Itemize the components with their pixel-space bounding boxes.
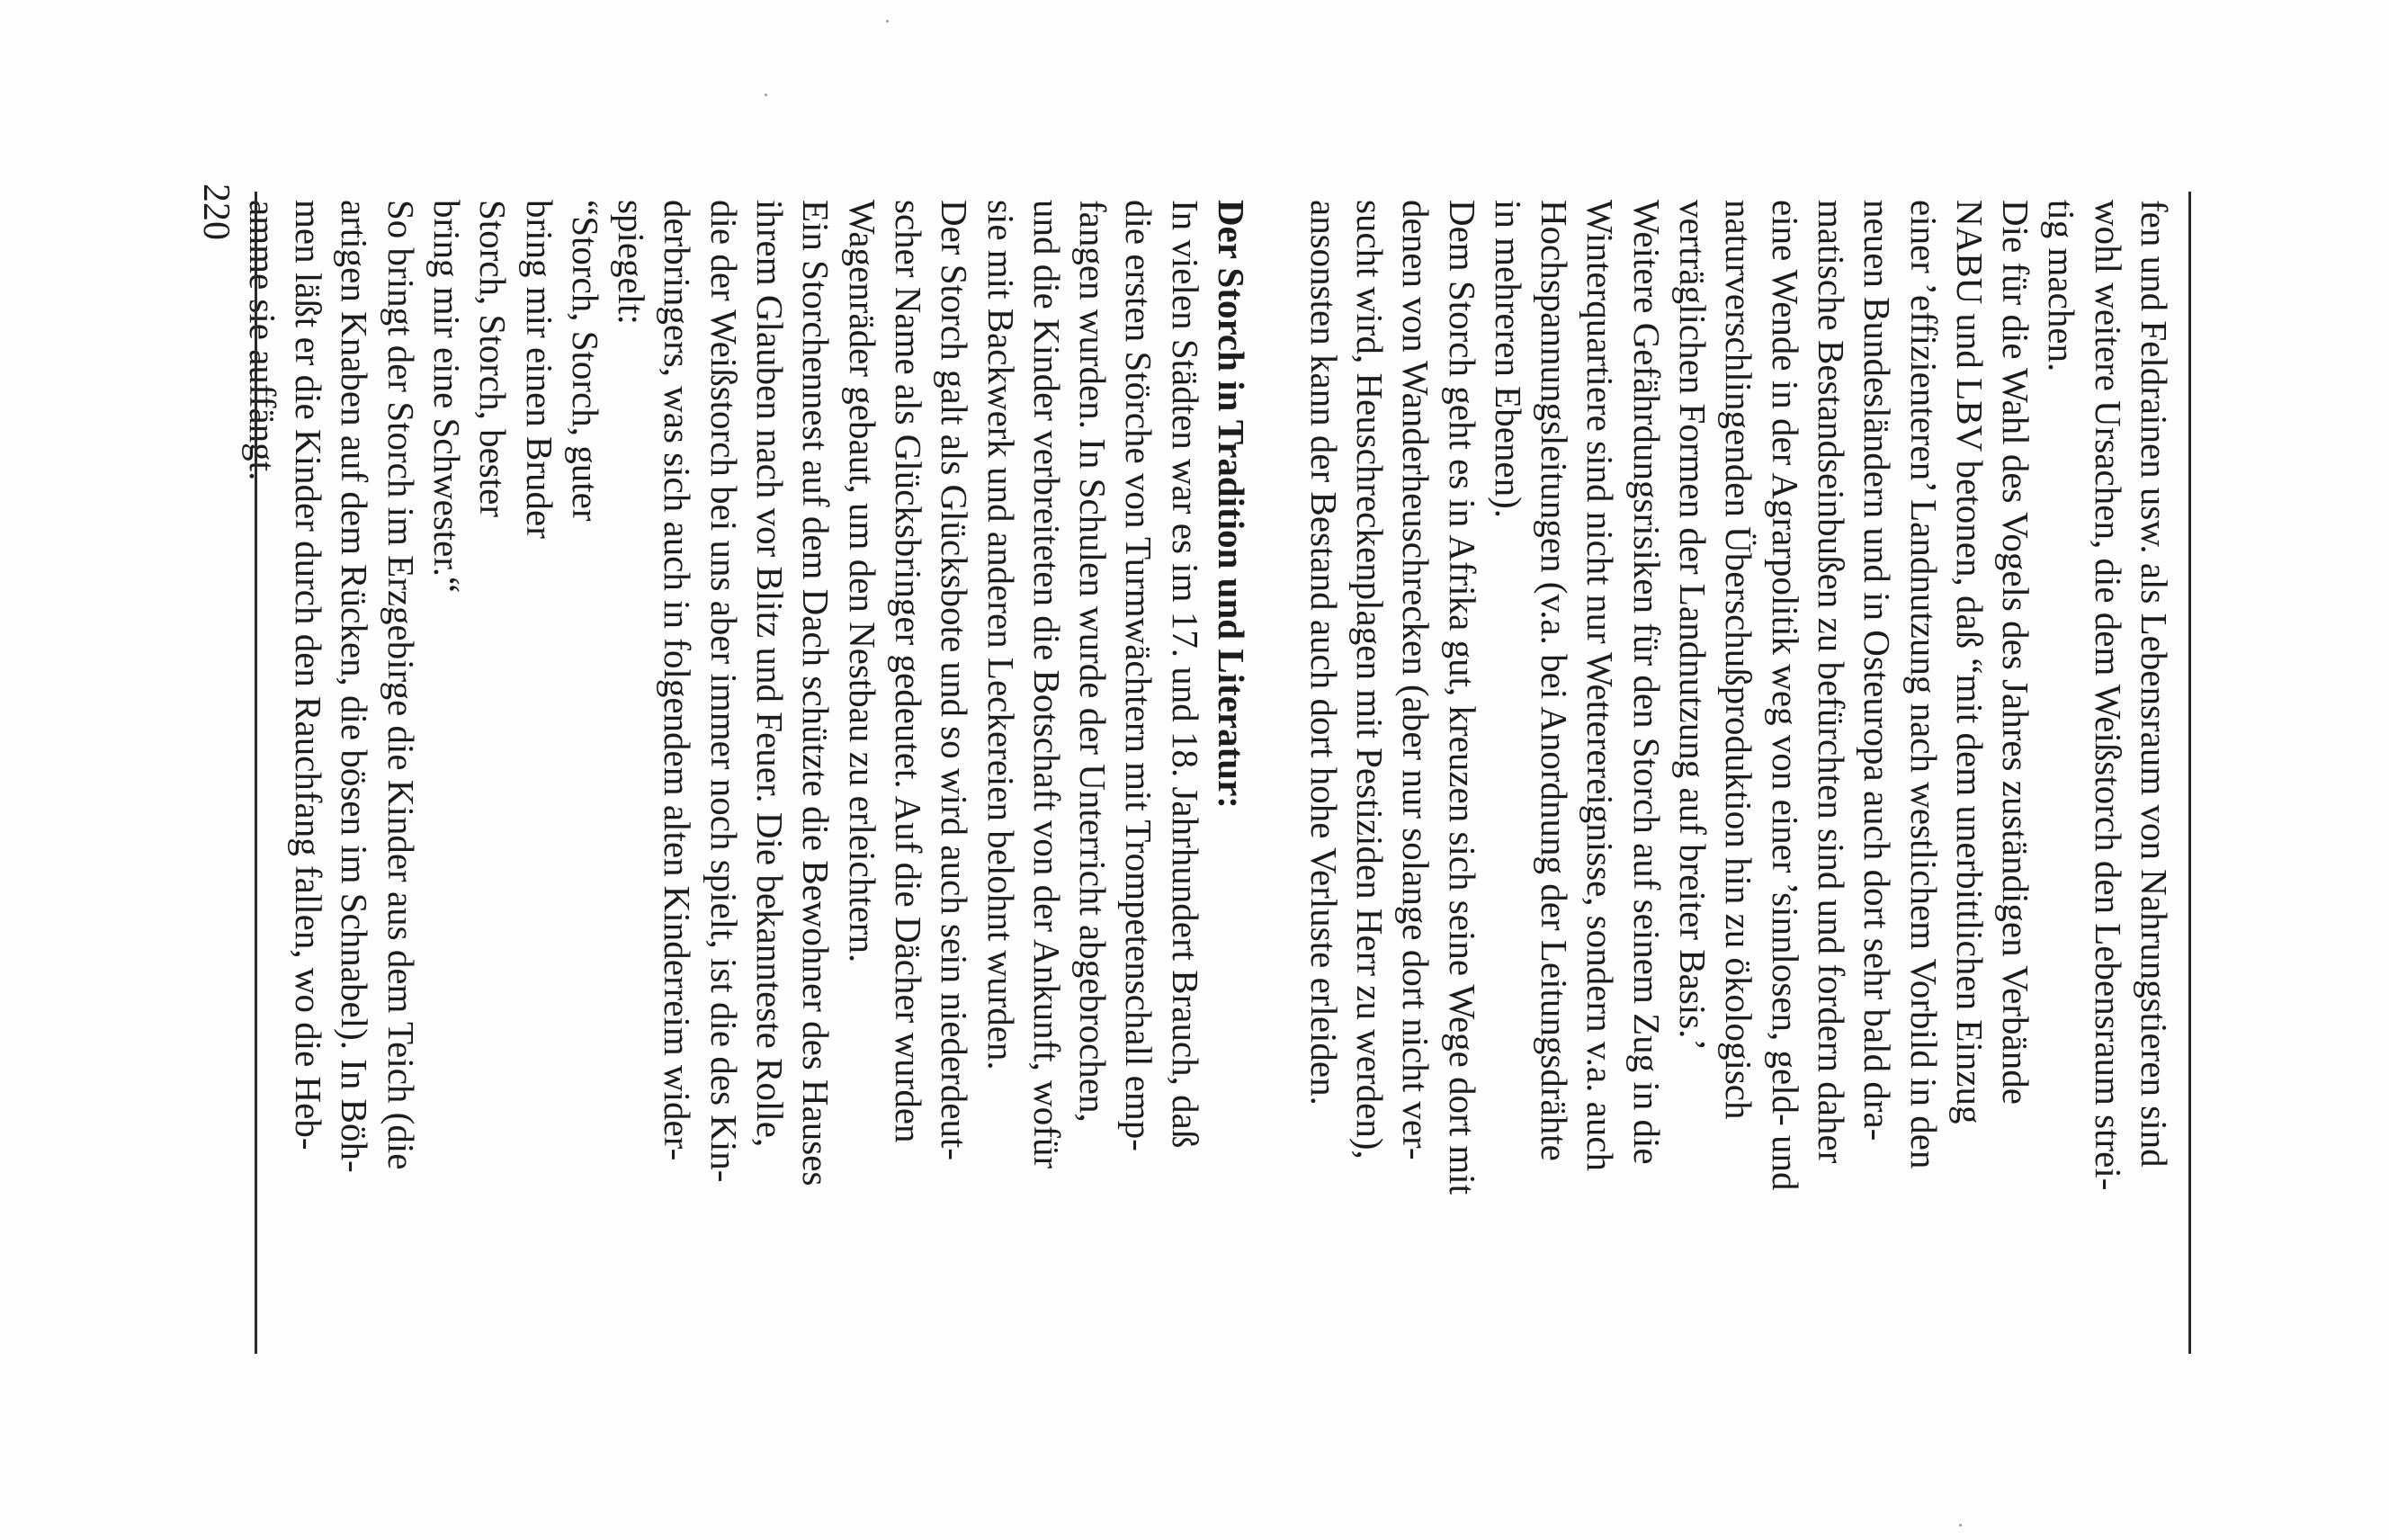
text-line: bring mir einen Bruder <box>518 200 560 539</box>
text-line: Die für die Wahl des Vogels des Jahres zuständigen Verbände <box>1995 200 2037 1105</box>
text-line: die der Weißstorch bei uns aber immer noch spielt, ist die des Kin- <box>702 200 745 1183</box>
text-line: wohl weitere Ursachen, die dem Weißstorch den Lebensraum strei- <box>2087 200 2129 1191</box>
scan-speck <box>765 94 767 96</box>
text-line: Storch, Storch, bester <box>472 200 514 517</box>
text-line: in mehreren Ebenen). <box>1487 200 1529 519</box>
text-line: naturverschlingenden Überschußproduktion hin zu ökologisch <box>1718 200 1760 1120</box>
text-line: artigen Knaben auf dem Rücken, die bösen im Schnabel). In Böh- <box>334 200 376 1173</box>
text-line: So bringt der Storch im Erzgebirge die Kinder aus dem Teich (die <box>380 200 422 1170</box>
section-heading: Der Storch in Tradition und Literatur: <box>1211 200 1253 809</box>
text-line: bring mir eine Schwester.“ <box>426 200 469 594</box>
text-line: ansonsten kann der Bestand auch dort hohe Verluste erleiden. <box>1302 200 1345 1106</box>
text-line: sucht wird, Heuschreckenplagen mit Pestiziden Herr zu werden), <box>1348 200 1391 1159</box>
text-line: Der Storch galt als Glücksbote und so wird auch sein niederdeut- <box>934 200 976 1161</box>
text-line: Hochspannungsleitungen (v.a. bei Anordnung der Leitungsdrähte <box>1534 200 1576 1161</box>
text-line: scher Name als Glücksbringer gedeutet. Auf die Dächer wurden <box>887 200 929 1143</box>
text-line: denen von Wanderheuschrecken (aber nur solange dort nicht ver- <box>1395 200 1437 1160</box>
text-line: fangen wurden. In Schulen wurde der Unterricht abgebrochen, <box>1072 200 1114 1123</box>
text-line: NABU und LBV betonen, daß “mit dem unerbittlichen Einzug <box>1948 200 1991 1124</box>
text-line: eine Wende in der Agrarpolitik weg von einer ’sinnlosen, geld- und <box>1764 200 1806 1191</box>
text-line: ihrem Glauben nach vor Blitz und Feuer. Die bekannteste Rolle, <box>749 200 792 1148</box>
text-line: verträglichen Formen der Landnutzung auf breiter Basis.’ <box>1672 200 1714 1052</box>
text-line: Dem Storch geht es in Afrika gut, kreuzen sich seine Wege dort mit <box>1441 200 1483 1195</box>
text-line: Wagenräder gebaut, um den Nestbau zu erleichtern. <box>841 200 883 963</box>
text-line: derbringers, was sich auch in folgendem alten Kinderreim wider- <box>657 200 699 1161</box>
text-line: sie mit Backwerk und anderen Leckereien belohnt wurden. <box>980 200 1022 1070</box>
text-line: “Storch, Storch, guter <box>564 200 606 522</box>
text-line: amme sie auffängt. <box>241 200 283 481</box>
text-line: matische Bestandseinbußen zu befürchten sind und fordern daher <box>1810 200 1852 1164</box>
text-line: Weitere Gefährdungsrisiken für den Storch auf seinem Zug in die <box>1625 200 1668 1165</box>
text-line: die ersten Störche von Turmwächtern mit Trompetenschall emp- <box>1118 200 1160 1151</box>
text-line: neuen Bundesländern und in Osteuropa auch dort sehr bald dra- <box>1857 200 1899 1142</box>
text-line: Ein Storchennest auf dem Dach schützte die Bewohner des Hauses <box>795 200 837 1186</box>
top-rule <box>2188 192 2191 1354</box>
text-line: einer ’effizienteren’ Landnutzung nach westlichem Vorbild in den <box>1902 200 1945 1169</box>
text-line: Winterquartiere sind nicht nur Wetterereignisse, sondern v.a. auch <box>1579 200 1622 1172</box>
text-line: spiegelt: <box>611 200 653 325</box>
scan-speck <box>886 20 889 22</box>
bottom-rule <box>255 192 257 1354</box>
text-line: und die Kinder verbreiteten die Botschaft von der Ankunft, wofür <box>1025 200 1068 1169</box>
text-line: tig machen. <box>2041 200 2083 372</box>
text-line: fen und Feldrainen usw. als Lebensraum von Nahrungstieren sind <box>2134 200 2175 1168</box>
body-text <box>239 200 2177 1348</box>
text-line: men läßt er die Kinder durch den Rauchfang fallen, wo die Heb- <box>288 200 330 1151</box>
text-line: In vielen Städten war es im 17. und 18. Jahrhundert Brauch, daß <box>1164 200 1206 1149</box>
page-number: 220 <box>195 184 237 240</box>
scan-speck <box>1959 1524 1962 1527</box>
blank-line <box>1254 200 1300 1348</box>
